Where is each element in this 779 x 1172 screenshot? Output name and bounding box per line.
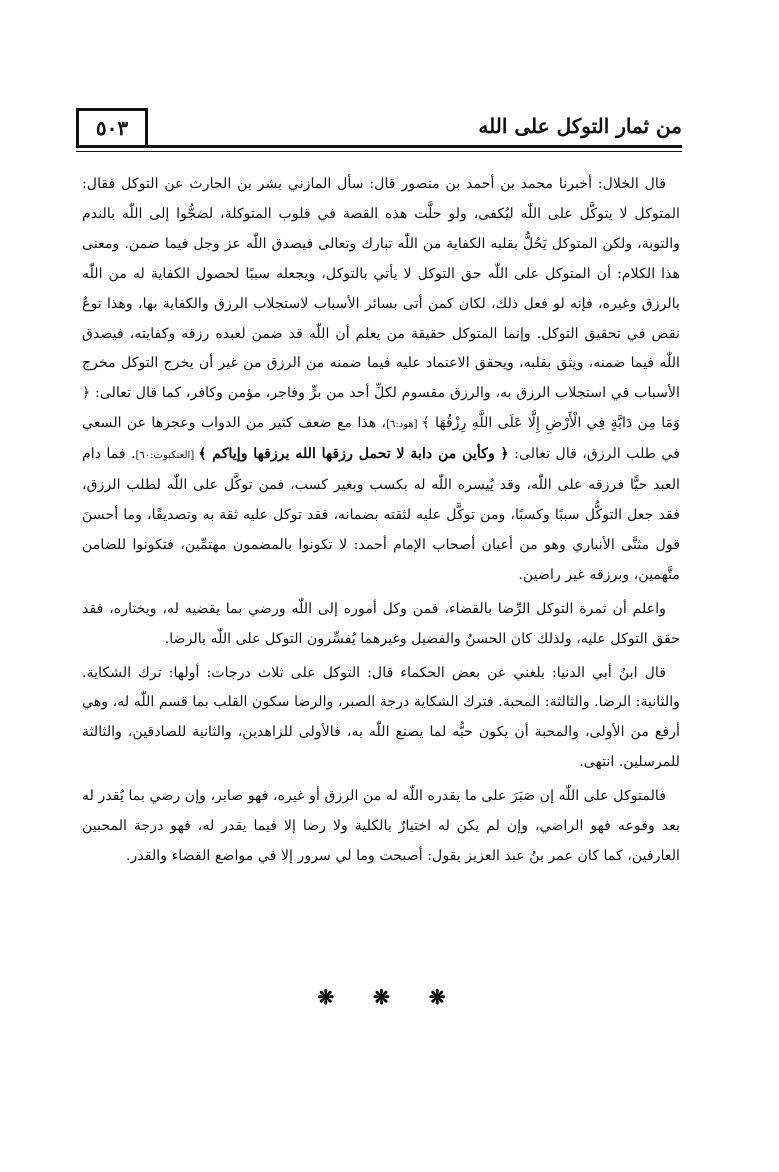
verse-reference: [هود:٦] xyxy=(386,419,422,431)
paragraph xyxy=(82,595,680,655)
page-header xyxy=(76,108,682,152)
chapter-title: من ثمار التوكل على الله xyxy=(478,114,682,138)
section-separator: ❋ ❋ ❋ xyxy=(317,985,462,1009)
paragraph xyxy=(82,782,680,872)
paragraph xyxy=(82,170,680,591)
quran-verse-bold: ﴿ وكأين من دابة لا تحمل رزقها الله يرزقها وإياكم ﴾ xyxy=(198,446,509,463)
body-text xyxy=(82,170,680,872)
text-segment: واعلم أن ثمرة التوكل الرِّضا بالقضاء، فمن وكل أموره إلى اللّٰه ورضي بما يقضيه له، ويختاره، فقد حقق التوكل عليه، ولذلك كان الحسنُ والفضيل وغيرهما يُفسِّرون التوكل على اللّٰه بالرضا. xyxy=(82,600,680,647)
header-rule-thin xyxy=(76,151,682,152)
page-number: ٥٠٣ xyxy=(95,116,129,140)
header-rule-thick xyxy=(148,145,682,148)
text-segment: ﴿ وَمَا مِن دَابَّةٍ فِي الْأَرْضِ إِلَّا عَلَى اللَّهِ رِزْقُهَا ﴾ xyxy=(82,385,681,432)
text-segment: ، هذا مع ضعف كثير من الدواب وعجزها عن السعي في طلب الرزق، قال تعالى: xyxy=(82,415,680,463)
verse-reference: [العنكبوت:٦٠] xyxy=(135,450,199,462)
text-segment: فالمتوكل على اللّٰه إن صَبَرَ على ما يقدره اللّٰه له من الرزق أو غيره، فهو صابر، وإن رضي بما يُقدر له بعد وقوعه فهو الراضي، وإن لم يكن له اختيارٌ بالكلية ولا رضا إلا فيما يقدر له، فهو درجة المحبين العارفين، كما كان عمر بنُ عبد العزيز يقول: أصبحت وما لي سرور إلا في مواضع القضاء والقدر. xyxy=(82,788,680,864)
text-segment: قال الخلال: أخبرنا محمد بن أحمد بن منصور قال: سأل المازني بشر بن الحارث عن التوكل فقال: المتوكل لا يتوكَّل على اللّٰه ليُكفى، ولو حلَّت هذه القصة في قلوب المتوكلة، لضجُّوا إلى اللّٰه بالندم والتوبة، ولكن المتوكل يَحُلُّ بقلبه الكفاية من اللّٰه تبارك وتعالى فيصدق اللّٰه عز وجل فيما ضمن. ومعنى هذا الكلام: أن المتوكل على اللّٰه حق التوكل لا يأتي بالتوكل، ويجعله سببًا لحصول الكفاية له من اللّٰه بالرزق وغيره، فإنه لو فعل ذلك، لكان كمن أتى بسائر الأسباب لاستجلاب الرزق والكفاية بها، وهذا نوعُ نقص في تحقيق التوكل. وإنما المتوكل حقيقة من يعلم أن اللّٰه قد ضمن لعبده رزقه وكفايته، فيصدق اللّٰه فيما ضمنه، ويثق بقلبه، ويحقق الاعتماد عليه فيما ضمنه من الرزق من غير أن يخرج التوكل مخرج الأسباب في استجلاب الرزق به، والرزق مقسوم لكلِّ أحد من برٍّ وفاجر، مؤمن وكافر، كما قال تعالى: xyxy=(82,176,680,402)
page-number-box xyxy=(76,108,148,148)
paragraph xyxy=(82,659,680,779)
text-segment: قال ابنُ أبي الدنيا: بلغني عن بعض الحكماء قال: التوكل على ثلاث درجات: أولها: ترك الشكاية. والثانية: الرضا. والثالثة: المحبة. فترك الشكاية درجة الصبر، والرضا سكون القلب بما قسم اللّٰه له، وهي أرفع من الأولى، والمحبة أن يكون حبُّه لما يصنع اللّٰه به، فالأولى للزاهدين، والثانية للصادقين، والثالثة للمرسلين. انتهى. xyxy=(82,664,680,771)
text-segment: . فما دام العبد حيًّا فرزقه على اللّٰه، وقد يُيسره اللّٰه له بكسب وبغير كسب، فمن توكَّل على اللّٰه لطلب الرزق، فقد جعل التوكُّل سببًا وكسبًا، ومن توكَّل عليه لثقته بضمانه، فقد توكل عليه ثقة به وتصديقًا، وما أحسنَ قول مثنَّى الأنباري وهو من أعيان أصحاب الإمام أحمد: لا تكونوا بالمضمون مهتمِّين، فتكونوا للضامن متَّهمين، وبرزقه غير راضين. xyxy=(82,446,680,583)
